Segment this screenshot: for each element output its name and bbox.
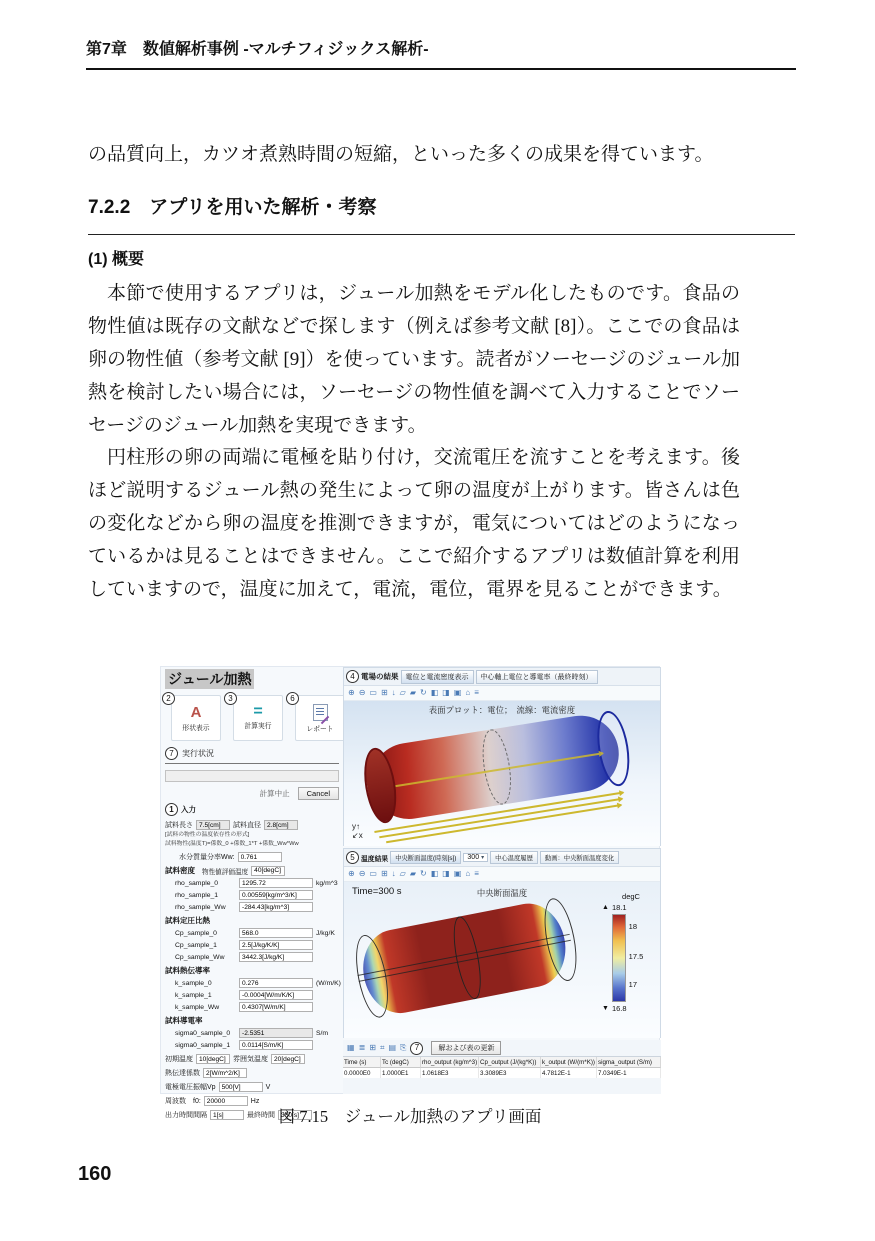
plot-toolbar-icon[interactable]: ⊞: [380, 688, 388, 697]
plot-toolbar-icon[interactable]: ▭: [369, 869, 377, 878]
param-row: sigma0_sample_0 -2.5351 S/m: [165, 1028, 339, 1038]
param-row: sigma0_sample_1 0.0114[S/m/K]: [165, 1040, 339, 1050]
temperature-results-window: [343, 848, 661, 1038]
status-section: [165, 747, 339, 764]
equals-icon: =: [253, 702, 263, 720]
table-data-cell: 1.0618E3: [421, 1068, 479, 1078]
subsection-heading: (1) 概要: [88, 251, 145, 268]
cancel-button[interactable]: Cancel: [298, 787, 339, 800]
k1-input[interactable]: [239, 990, 313, 1000]
app-title: ジュール加熱: [165, 669, 254, 689]
table-data-cell: 7.0349E-1: [597, 1068, 661, 1078]
electric-plot-title: 表面プロット：電位； 流線：電流密度: [428, 705, 576, 715]
table-header-cell: Cp_output (J/(kg*K)): [479, 1057, 541, 1068]
tab-center-temp-history[interactable]: 中心温度履歴: [490, 851, 538, 864]
param-row: rho_sample_1 0.00559[kg/m^3/K]: [165, 890, 339, 900]
shape-display-button[interactable]: A 形状表示: [171, 695, 221, 741]
annotation-circle-1: 1: [165, 803, 178, 816]
length-label: 試料長さ: [165, 822, 193, 829]
plot-toolbar-icon[interactable]: ↻: [419, 688, 427, 697]
param-row: k_sample_Ww 0.4307[W/m/K]: [165, 1002, 339, 1012]
max-triangle-icon: ▲: [602, 904, 609, 911]
table-toolbar-icon[interactable]: ≣: [358, 1043, 366, 1052]
density-section-title: 試料密度: [165, 866, 195, 876]
plot-toolbar-icon[interactable]: ▰: [409, 688, 416, 697]
paragraph-2: 円柱形の卵の両端に電極を貼り付け，交流電圧を流すことを考えます。後ほど説明するジュール熱の発生によって卵の温度が上がります。皆さんは色の変化などから卵の温度を推測できますが，電気についてはどのようになっているかは見ることはできません。ここで紹介するアプリは数値計算を利用していますので，温度に加えて，電流，電位，電界を見ることができます。: [88, 447, 740, 600]
plot-toolbar-icon[interactable]: ⊖: [358, 688, 366, 697]
intro-paragraph: の品質向上，カツオ煮熟時間の短縮，といった多くの成果を得ています。: [88, 144, 714, 165]
water-fraction-input[interactable]: [238, 852, 282, 862]
table-toolbar-icon[interactable]: ⌗: [379, 1043, 385, 1052]
temperature-colorbar: [600, 892, 652, 1015]
plot-toolbar-icon[interactable]: ⌂: [465, 869, 471, 878]
param-row: k_sample_1 -0.0004[W/m/K/K]: [165, 990, 339, 1000]
plot-toolbar-icon[interactable]: ⊕: [348, 688, 355, 697]
param-row: k_sample_0 0.276 (W/m/K): [165, 978, 339, 988]
app-toolbar: [166, 693, 339, 741]
app-right-panel: [343, 667, 659, 1093]
compute-button[interactable]: = 計算実行: [233, 695, 283, 741]
initial-temp-label: 初期温度: [165, 1056, 193, 1064]
section-heading: 7.2.2 アプリを用いた解析・考察: [88, 192, 795, 235]
stop-compute-button[interactable]: 計算中止: [259, 789, 290, 798]
annotation-circle-4: 4: [346, 670, 359, 683]
colorbar-tick: 18: [628, 922, 638, 931]
plot-toolbar-icon[interactable]: ◧: [430, 688, 439, 697]
time-label: Time=300 s: [352, 886, 402, 897]
interval-label: 出力時間間隔: [165, 1112, 207, 1120]
annotation-circle-7b: 7: [410, 1042, 423, 1055]
report-button[interactable]: レポート: [295, 695, 345, 741]
time-select-dropdown[interactable]: 300 ▾: [463, 853, 488, 862]
ambient-temp-input[interactable]: [271, 1054, 305, 1064]
plot-toolbar-icon[interactable]: ↻: [419, 869, 427, 878]
conductivity-section-title: 試料熱伝導率: [165, 966, 210, 976]
cp1-input[interactable]: [239, 940, 313, 950]
colorbar-ticks: [629, 914, 652, 1000]
plot-toolbar-icon[interactable]: ▱: [399, 688, 406, 697]
chapter-header: 第7章 数値解析事例 -マルチフィジックス解析-: [86, 36, 796, 70]
plot-toolbar-icon[interactable]: ▱: [399, 869, 406, 878]
diameter-label: 試料直径: [233, 822, 261, 829]
frequency-label: 周波数 f0:: [165, 1098, 201, 1106]
min-triangle-icon: ▼: [602, 1005, 609, 1012]
table-toolbar: [347, 1044, 406, 1052]
update-table-button[interactable]: 解および表の更新: [431, 1041, 501, 1055]
plot-toolbar: [344, 867, 660, 882]
table-header-cell: sigma_output (S/m): [597, 1057, 661, 1068]
k0-input[interactable]: [239, 978, 313, 988]
final-time-label: 最終時間: [247, 1112, 275, 1120]
app-left-panel: ジュール加熱 2 A 形状表示 3 = 計算実行 6 レポート 7 実行状況 計算中止 Cancel 1 入力 試料長さ 7.5[cm] 試料直径 2.8[cm] [試料の物性の温度依存性の形式] 試料物性(温度T)=係数_0 +係数_1*T +係数_Ww*Ww 水分質量分率Ww: 0.761 試料密度 物性値評価温度 40[degC] rho_sample_0 1295.72 kg/m^3 rho_sample_1 0.00559[kg/m^3/K] rho_sample_Ww -284.43[kg/m^3] 試料定圧比熱 Cp_sample_0 568.0 J/kg/K Cp_sample_1 2.5[J/kg/K/K] Cp_sample_Ww 3442.3[J/kg/K] 試料熱伝導率 k_sample_0 0.276 (W/m/K) k_sample_1 -0.0004[W/m/K/K] k_sample_Ww 0.4307[W/m/K] 試料導電率 sigma0_sample_0 -2.5351 S/m sigma0_sample_1 0.0114[S/m/K] 初期温度 10[degC] 雰囲気温度 20[degC] 熱伝達係数 2[W/m^2/K] 電極電圧振幅Vp 500[V] V 周波数 f0: 20000 Hz 出力時間間隔 1[s] 最終時間 300[s]: [161, 667, 343, 1093]
annotation-circle-3: 3: [224, 692, 237, 705]
ambient-temp-label: 雰囲気温度: [233, 1056, 268, 1064]
plot-toolbar-icon[interactable]: ≡: [474, 869, 479, 878]
colorbar-tick: 17.5: [628, 952, 644, 961]
cp0-input[interactable]: [239, 928, 313, 938]
water-fraction-label: 水分質量分率Ww:: [179, 854, 235, 862]
initial-temp-input[interactable]: [196, 1054, 230, 1064]
temperature-plot-title: 中央断面温度: [476, 888, 528, 898]
table-toolbar-icon[interactable]: ⎘: [400, 1043, 407, 1052]
table-header-cell: Time (s): [343, 1057, 381, 1068]
temperature-results-label: 温度結果: [361, 855, 389, 863]
plot-toolbar-icon[interactable]: ≡: [474, 688, 479, 697]
plot-toolbar-icon[interactable]: ▭: [369, 688, 377, 697]
colorbar-min: 16.8: [611, 1004, 627, 1013]
tab-axis-potential[interactable]: 中心軸上電位と導電率（最終時刻）: [476, 670, 598, 684]
param-row: rho_sample_Ww -284.43[kg/m^3]: [165, 902, 339, 912]
tab-potential-current[interactable]: 電位と電流密度表示: [401, 670, 474, 684]
kWw-input[interactable]: [239, 1002, 313, 1012]
plot-toolbar-icon[interactable]: ↓: [391, 688, 396, 697]
annotation-circle-2: 2: [162, 692, 175, 705]
colorbar-unit: degC: [622, 892, 640, 901]
page-number: 160: [78, 1163, 112, 1185]
table-toolbar-icon[interactable]: ▤: [388, 1043, 397, 1052]
status-label: 実行状況: [182, 749, 214, 758]
annotation-circle-5: 5: [346, 851, 359, 864]
plot-toolbar-icon[interactable]: ▣: [453, 869, 462, 878]
plot-toolbar-icon[interactable]: ⊖: [358, 869, 366, 878]
plot-toolbar-icon[interactable]: ▰: [409, 869, 416, 878]
htc-input[interactable]: [203, 1068, 247, 1078]
plot-toolbar-icon[interactable]: ↓: [391, 869, 396, 878]
voltage-input[interactable]: [219, 1082, 263, 1092]
plot-toolbar-icon[interactable]: ⌂: [465, 688, 471, 697]
annotation-circle-7: 7: [165, 747, 178, 760]
heat-capacity-section-title: 試料定圧比熱: [165, 916, 210, 926]
figure-caption: 図 7.15 ジュール加熱のアプリ画面: [278, 1107, 542, 1126]
temperature-plot[interactable]: [344, 882, 660, 1038]
table-data-cell: 0.0000E0: [343, 1068, 381, 1078]
table-data-cell: 3.3089E3: [479, 1068, 541, 1078]
plot-toolbar-icon[interactable]: ⊕: [348, 869, 355, 878]
report-document-icon: [313, 704, 328, 721]
voltage-label: 電極電圧振幅Vp: [165, 1084, 216, 1092]
electric-plot[interactable]: [344, 701, 660, 846]
property-note-1: [試料の物性の温度依存性の形式]: [165, 832, 250, 838]
results-table-section: [343, 1040, 661, 1094]
param-row: Cp_sample_0 568.0 J/kg/K: [165, 928, 339, 938]
table-toolbar-icon[interactable]: ⊞: [369, 1043, 376, 1052]
table-toolbar-icon[interactable]: ▦: [347, 1043, 355, 1052]
plot-toolbar-icon[interactable]: ◨: [442, 688, 450, 697]
tab-animation[interactable]: 動画：中央断面温度変化: [540, 851, 619, 864]
results-table: [343, 1056, 661, 1078]
potential-cylinder-3d: [355, 704, 641, 857]
plot-toolbar-icon[interactable]: ▣: [453, 688, 462, 697]
param-row: Cp_sample_Ww 3442.3[J/kg/K]: [165, 952, 339, 962]
length-input[interactable]: [196, 820, 230, 830]
table-data-cell: 4.7812E-1: [541, 1068, 597, 1078]
eval-temp-label: 物性値評価温度: [202, 868, 249, 876]
electric-results-window: [343, 667, 661, 846]
plot-toolbar-icon[interactable]: ⊞: [380, 869, 388, 878]
geometry-icon: A: [190, 703, 202, 721]
param-row: Cp_sample_1 2.5[J/kg/K/K]: [165, 940, 339, 950]
table-header-cell: rho_output (kg/m^3): [421, 1057, 479, 1068]
tab-center-section-temp[interactable]: 中央断面温度(時刻[s]): [390, 851, 461, 864]
htc-label: 熱伝達係数: [165, 1070, 200, 1078]
rho1-input[interactable]: [239, 890, 313, 900]
paragraph-1: 本節で使用するアプリは，ジュール加熱をモデル化したものです。食品の物性値は既存の文献などで探します（例えば参考文献 [8]）。ここでの食品は卵の物性値（参考文献 [9]）を使っています。読者がソーセージのジュール加熱を検討したい場合には，ソーセージの物性値を調べて入力することでソーセージのジュール加熱を実現できます。: [88, 283, 740, 436]
table-data-cell: 1.0000E1: [381, 1068, 421, 1078]
electric-results-label: 電場の結果: [361, 672, 399, 681]
diameter-input[interactable]: [264, 820, 298, 830]
axis-triad: y↑ ↙x: [352, 822, 363, 840]
cpWw-input[interactable]: [239, 952, 313, 962]
param-row: rho_sample_0 1295.72 kg/m^3: [165, 878, 339, 888]
plot-toolbar-icon[interactable]: ◧: [430, 869, 439, 878]
rho0-input[interactable]: [239, 878, 313, 888]
sigma1-input[interactable]: [239, 1040, 313, 1050]
colorbar-max: 18.1: [611, 903, 627, 912]
plot-toolbar: [344, 686, 660, 701]
annotation-circle-6: 6: [286, 692, 299, 705]
table-header-cell: k_output (W/(m*K)): [541, 1057, 597, 1068]
colorbar-tick: 17: [628, 980, 638, 989]
eval-temp-input[interactable]: [251, 866, 285, 876]
temperature-cylinder-3d: [347, 888, 587, 1046]
progress-bar: [165, 770, 339, 782]
sigma0-input[interactable]: [239, 1028, 313, 1038]
table-header-cell: Tc (degC): [381, 1057, 421, 1068]
rhoWw-input[interactable]: [239, 902, 313, 912]
electrical-section-title: 試料導電率: [165, 1016, 203, 1026]
colorbar-gradient: [612, 914, 626, 1002]
input-section-header: 1 入力: [165, 803, 339, 816]
plot-toolbar-icon[interactable]: ◨: [442, 869, 450, 878]
property-note-2: 試料物性(温度T)=係数_0 +係数_1*T +係数_Ww*Ww: [165, 841, 299, 848]
